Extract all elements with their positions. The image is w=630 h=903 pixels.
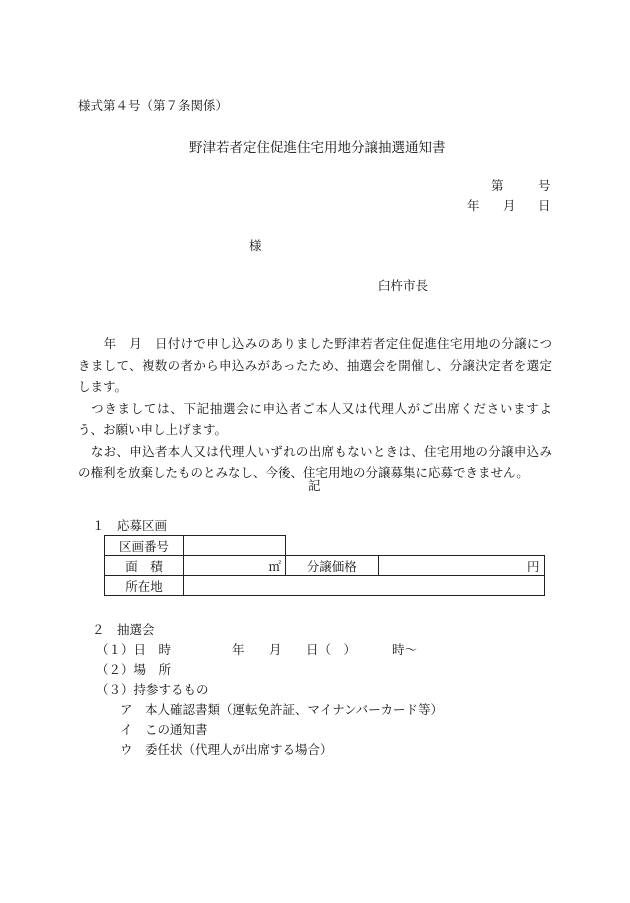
doc-number-go: 号 xyxy=(538,178,551,193)
body-paragraph-3: なお、申込者本人又は代理人いずれの出席もないときは、住宅用地の分譲申込みの権利を放棄したものとみなし、今後、住宅用地の分譲募集に応募できません。 xyxy=(78,443,552,480)
section1-heading: １ 応募区画 xyxy=(92,518,168,533)
datetime-year: 年 xyxy=(232,642,245,657)
body-text xyxy=(78,333,552,484)
table-spacer xyxy=(286,536,379,556)
lot-number-value xyxy=(184,536,286,556)
body-paragraph-2: つきましては、下記抽選会に申込者ご本人又は代理人がご出席くださいますよう、お願い申し上げます。 xyxy=(78,400,552,437)
date-month: 月 xyxy=(503,198,516,213)
section2-heading: ２ 抽選会 xyxy=(92,622,155,637)
table-row xyxy=(105,536,545,556)
location-value xyxy=(184,576,545,596)
table-row xyxy=(105,576,545,596)
datetime-label: （１）日 時 xyxy=(96,642,172,657)
date-year: 年 xyxy=(467,198,480,213)
area-label: 面 積 xyxy=(105,556,184,576)
sender: 臼杵市長 xyxy=(378,278,429,293)
body-paragraph-1: 年 月 日付けで申し込みのありました野津若者定住促進住宅用地の分譲につきまして、複数の者から申込みがあったため、抽選会を開催し、分譲決定者を選定します。 xyxy=(78,336,552,394)
doc-number-dai: 第 xyxy=(491,178,504,193)
items-label: （３）持参するもの xyxy=(96,682,209,697)
lot-number-label: 区画番号 xyxy=(105,536,184,556)
datetime-time: 時～ xyxy=(392,642,418,657)
list-item: ア 本人確認書類（運転免許証、マイナンバーカード等） xyxy=(120,702,444,717)
datetime-day: 日（ ） xyxy=(306,642,357,657)
document-title: 野津若者定住促進住宅用地分譲抽選通知書 xyxy=(189,140,446,156)
ki-label: 記 xyxy=(308,478,321,493)
place-label: （２）場 所 xyxy=(96,662,172,677)
table-row xyxy=(105,556,545,576)
form-number: 様式第４号（第７条関係） xyxy=(78,98,229,113)
list-item: イ この通知書 xyxy=(120,722,208,737)
lot-table xyxy=(104,535,545,596)
price-label: 分譲価格 xyxy=(286,556,379,576)
datetime-month: 月 xyxy=(269,642,282,657)
table-spacer xyxy=(378,536,544,556)
recipient-suffix: 様 xyxy=(249,238,262,253)
list-item: ウ 委任状（代理人が出席する場合） xyxy=(120,742,333,757)
price-unit: 円 xyxy=(378,556,544,576)
location-label: 所在地 xyxy=(105,576,184,596)
date-day: 日 xyxy=(538,198,551,213)
area-unit: ㎡ xyxy=(184,556,286,576)
